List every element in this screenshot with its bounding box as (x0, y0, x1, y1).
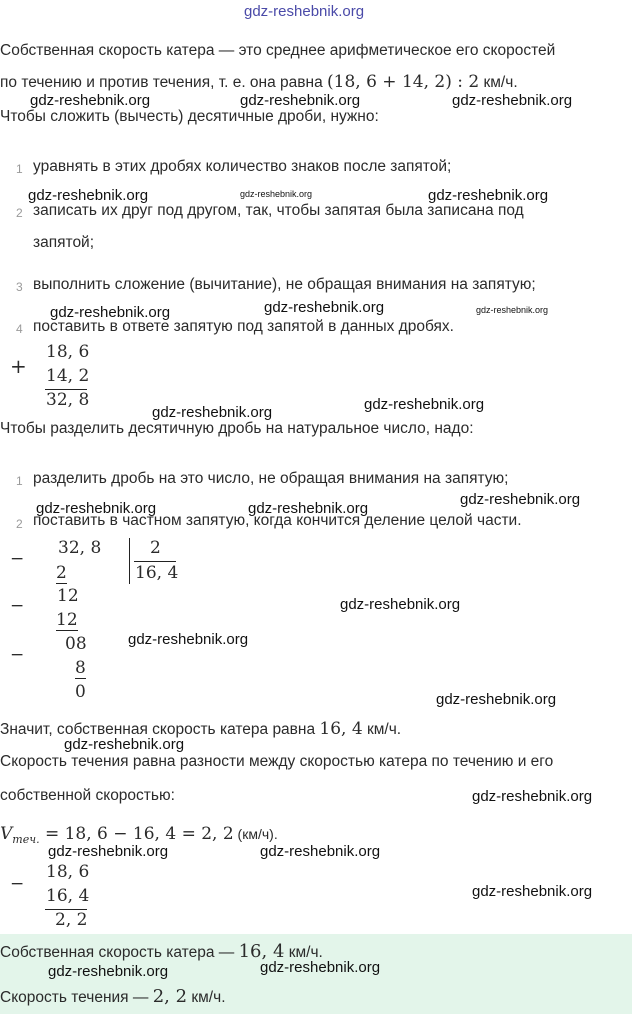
division-sub-3: 8 (75, 658, 86, 678)
subtraction-operand-b: 16, 4 (46, 886, 90, 906)
add-rule-item-2-cont: запятой; (33, 234, 95, 251)
answer-1-unit: км/ч. (284, 944, 323, 961)
list-number: 1 (16, 474, 23, 488)
add-rule-item-1: уравнять в этих дробях количество знаков после запятой; (33, 158, 452, 175)
watermark: gdz-reshebnik.org (340, 596, 461, 613)
answer-2-unit: км/ч. (187, 989, 226, 1006)
conclusion-unit: км/ч. (362, 721, 402, 738)
subtraction-sign: − (10, 874, 25, 894)
watermark: gdz-reshebnik.org (436, 691, 557, 708)
division-rem-3: 0 (75, 682, 86, 702)
div-rule-item-2: поставить в частном запятую, когда кончится деление целой части. (33, 512, 522, 529)
addition-operand-a: 18, 6 (46, 342, 90, 362)
watermark-small: gdz-reshebnik.org (476, 305, 549, 315)
watermark: gdz-reshebnik.org (240, 92, 361, 109)
list-number: 1 (16, 162, 23, 176)
conclusion-text: Значит, собственная скорость катера равна (0, 721, 320, 738)
watermark-top: gdz-reshebnik.org (244, 3, 365, 20)
watermark: gdz-reshebnik.org (30, 92, 151, 109)
answer-1-value: 16, 4 (238, 941, 285, 962)
add-rule-intro: Чтобы сложить (вычесть) десятичные дроби, нужно: (0, 108, 379, 125)
unit-kmh: км/ч. (479, 74, 518, 91)
division-dividend: 32, 8 (58, 538, 102, 558)
current-line-1: Скорость течения равна разности между скоростью катера по течению и его (0, 753, 554, 770)
paragraph-line-2-text: по течению и против течения, т. е. она равна (0, 74, 327, 91)
addition-operand-b: 14, 2 (46, 366, 90, 386)
watermark: gdz-reshebnik.org (364, 396, 485, 413)
current-line-2: собственной скоростью: (0, 787, 175, 804)
watermark-small: gdz-reshebnik.org (240, 189, 313, 199)
watermark: gdz-reshebnik.org (428, 187, 549, 204)
division-minus-1: − (10, 549, 25, 569)
watermark: gdz-reshebnik.org (260, 959, 381, 976)
list-number: 3 (16, 280, 23, 294)
mean-formula: (18, 6 + 14, 2) : 2 (327, 72, 480, 92)
div-rule-item-1: разделить дробь на это число, не обращая внимания на запятую; (33, 470, 509, 487)
watermark: gdz-reshebnik.org (48, 963, 169, 980)
watermark: gdz-reshebnik.org (452, 92, 573, 109)
watermark: gdz-reshebnik.org (48, 843, 169, 860)
formula-v: V (0, 824, 13, 844)
formula-unit: (км/ч). (233, 826, 278, 842)
division-sub-1: 2 (56, 563, 67, 583)
watermark: gdz-reshebnik.org (472, 883, 593, 900)
division-bar (129, 538, 130, 584)
division-quotient-line (134, 561, 176, 562)
watermark: gdz-reshebnik.org (128, 631, 249, 648)
addition-result: 32, 8 (46, 390, 90, 410)
answer-2-value: 2, 2 (152, 986, 188, 1007)
subtraction-operand-a: 18, 6 (46, 862, 90, 882)
formula-rest: = 18, 6 − 16, 4 = 2, 2 (39, 824, 234, 844)
div-rule-intro: Чтобы разделить десятичную дробь на натуральное число, надо: (0, 420, 474, 437)
list-number: 4 (16, 322, 23, 336)
conclusion-line (0, 719, 401, 739)
watermark: gdz-reshebnik.org (36, 500, 157, 517)
answer-1-text: Собственная скорость катера — (0, 944, 239, 961)
watermark: gdz-reshebnik.org (472, 788, 593, 805)
division-minus-3: − (10, 645, 25, 665)
answer-line-2 (0, 986, 226, 1007)
list-number: 2 (16, 517, 23, 531)
formula-sub: теч. (12, 833, 40, 847)
add-rule-item-4: поставить в ответе запятую под запятой в данных дробях. (33, 318, 454, 335)
watermark: gdz-reshebnik.org (260, 843, 381, 860)
paragraph-line-2 (0, 72, 518, 92)
answer-2-text: Скорость течения — (0, 989, 153, 1006)
subtraction-result: 2, 2 (55, 910, 88, 930)
division-sub-2: 12 (56, 610, 78, 630)
division-divisor: 2 (150, 538, 161, 558)
watermark: gdz-reshebnik.org (264, 299, 385, 316)
watermark: gdz-reshebnik.org (64, 736, 185, 753)
division-rem-1: 12 (57, 586, 79, 606)
watermark: gdz-reshebnik.org (50, 304, 171, 321)
conclusion-value: 16, 4 (319, 719, 363, 739)
add-rule-item-3: выполнить сложение (вычитание), не обращая внимания на запятую; (33, 276, 536, 293)
division-rem-2: 08 (65, 634, 87, 654)
add-rule-item-2: записать их друг под другом, так, чтобы запятая была записана под (33, 202, 524, 219)
paragraph-line-1: Собственная скорость катера — это среднее арифметическое его скоростей (0, 42, 556, 59)
watermark: gdz-reshebnik.org (152, 404, 273, 421)
division-quotient: 16, 4 (135, 563, 179, 583)
watermark: gdz-reshebnik.org (460, 491, 581, 508)
division-minus-2: − (10, 596, 25, 616)
watermark: gdz-reshebnik.org (248, 500, 369, 517)
watermark: gdz-reshebnik.org (28, 187, 149, 204)
addition-sign: + (10, 354, 27, 378)
list-number: 2 (16, 206, 23, 220)
